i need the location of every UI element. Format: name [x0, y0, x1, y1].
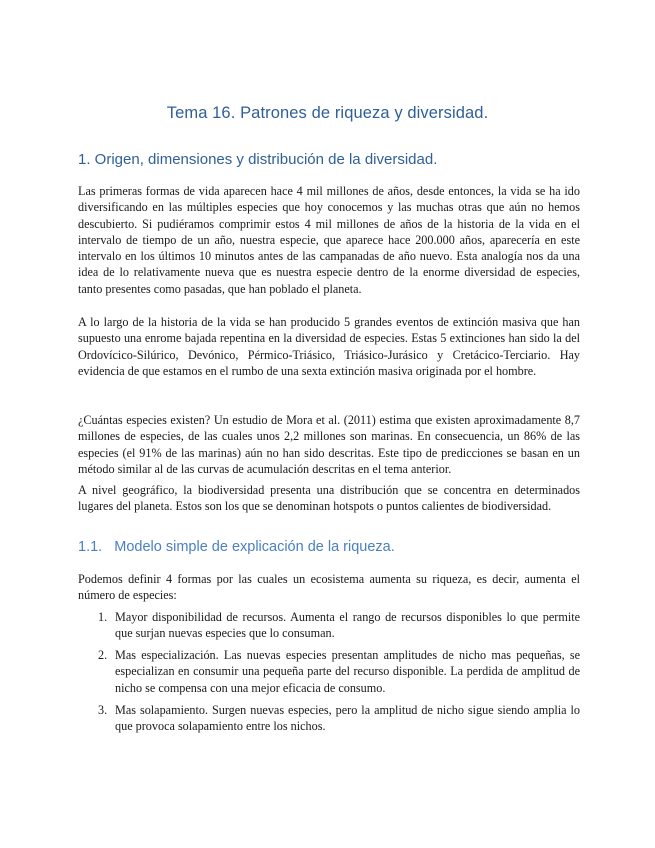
paragraph-richness-intro: Podemos definir 4 formas por las cuales un ecosistema aumenta su riqueza, es decir, aumenta el número de especies:: [78, 572, 580, 603]
list-item-number: 1.: [98, 610, 108, 624]
list-item-text: Mas especialización. Las nuevas especies presentan amplitudes de nicho mas pequeñas, se especializan en consumir una pequeña parte del recurso disponible. La perdida de amplitud de nicho se compensa con una mejor eficacia de consumo.: [115, 648, 580, 695]
paragraph-extinctions: A lo largo de la historia de la vida se han producido 5 grandes eventos de extinción masiva que han supuesto una enrome bajada repentina en la diversidad de especies. Estas 5 extinciones han sido la del Ordovícico-Silúrico, Devónico, Pérmico-Triásico, Triásico-Jurásico y Cretácico-Terciario. Hay evidencia de que estamos en el rumbo de una sexta extinción masiva originada por el hombre.: [78, 315, 580, 378]
list-item-text: Mayor disponibilidad de recursos. Aumenta el rango de recursos disponibles lo que permite que surjan nuevas especies que lo consuman.: [115, 610, 580, 641]
list-item-text: Mas solapamiento. Surgen nuevas especies, pero la amplitud de nicho sigue siendo amplia lo que provoca solapamiento entre los nichos.: [115, 703, 580, 734]
paragraph-species-count: ¿Cuántas especies existen? Un estudio de Mora et al. (2011) estima que existen aproximadamente 8,7 millones de especies, de las cuales unos 2,2 millones son marinas. En consecuencia, un 86% de las especies (el 91% de las marinas) aún no han sido descritas. Este tipo de predicciones se basan en un método similar al de las curvas de acumulación descritas en el tema anterior.: [78, 413, 580, 476]
paragraph-hotspots: A nivel geográfico, la biodiversidad presenta una distribución que se concentra en determinados lugares del planeta. Estos son los que se denominan hotspots o puntos calientes de biodiversidad.: [78, 483, 580, 514]
page-title: Tema 16. Patrones de riqueza y diversidad.: [166, 104, 489, 122]
paragraph-origin: Las primeras formas de vida aparecen hace 4 mil millones de años, desde entonces, la vida se ha ido diversificando en las múltiples especies que hoy conocemos y las muchas otras que aún no hemos descubierto. Si pudiéramos comprimir estos 4 mil millones de años de la historia de la vida en el intervalo de tiempo de un año, nuestra especie, que aparece hace 200.000 años, aparecería en este intervalo en los últimos 10 minutos antes de las campanadas de año nuevo. Esta analogía nos da una idea de lo relativamente nueva que es nuestra especie dentro de la enorme diversidad de especies, tanto presentes como pasadas, que han poblado el planeta.: [78, 184, 580, 296]
list-item-number: 3.: [98, 703, 108, 717]
section-1-heading: 1. Origen, dimensiones y distribución de la diversidad.: [78, 151, 438, 168]
section-1-1-heading: 1.1. Modelo simple de explicación de la riqueza.: [78, 539, 395, 555]
list-item-number: 2.: [98, 648, 108, 662]
